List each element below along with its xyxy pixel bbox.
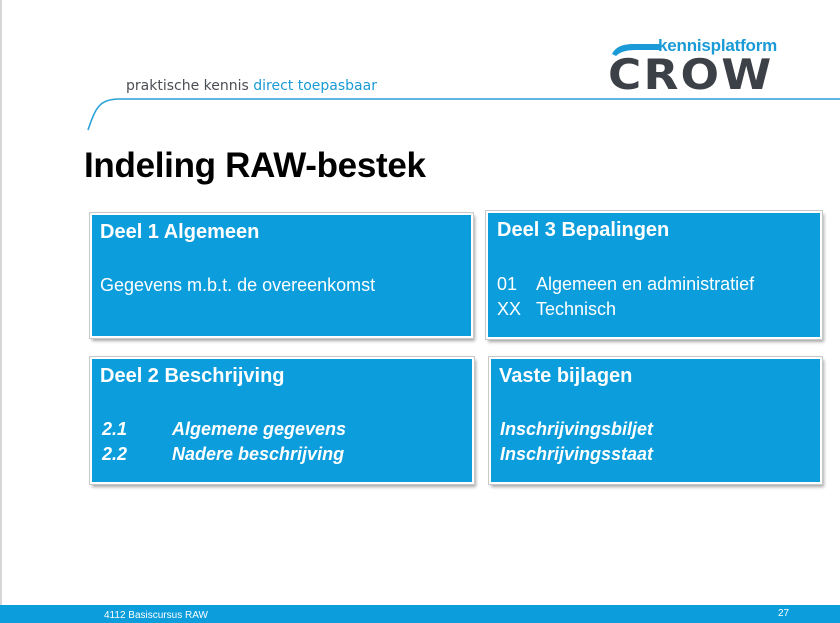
logo-crow: CROW (608, 50, 774, 99)
box-deel3 (486, 211, 822, 339)
box-vaste-line1: Inschrijvingsbiljet (500, 419, 654, 439)
logo-kennisplatform: kennisplatform (658, 36, 778, 55)
footer-bar (0, 605, 840, 623)
crow-logo (608, 36, 808, 99)
footer-course: 4112 Basiscursus RAW (104, 610, 208, 621)
box-deel1-line: Gegevens m.b.t. de overeenkomst (100, 275, 376, 295)
box-vaste-line2: Inschrijvingsstaat (500, 444, 654, 464)
box-vaste-bijlagen (489, 357, 822, 484)
row-text: Technisch (536, 299, 617, 319)
box-deel2 (90, 357, 474, 484)
box-deel2-heading: Deel 2 Beschrijving (100, 365, 285, 387)
row-text: Algemeen en administratief (536, 274, 755, 294)
box-vaste-heading: Vaste bijlagen (499, 365, 633, 387)
row-number: 2.2 (102, 444, 128, 464)
box-deel1-heading: Deel 1 Algemeen (100, 221, 260, 243)
box-deel3-row (497, 274, 754, 295)
row-number: 2.1 (102, 419, 128, 439)
box-deel3-row (497, 299, 616, 320)
row-text: Nadere beschrijving (172, 444, 345, 464)
box-deel2-row (102, 419, 346, 440)
row-text: Algemene gegevens (172, 419, 347, 439)
tagline-part1: praktische kennis (126, 78, 249, 94)
row-number: 01 (497, 274, 518, 294)
footer-page-number: 27 (778, 608, 790, 619)
box-deel2-row (102, 444, 344, 465)
slide-title: Indeling RAW-bestek (84, 146, 426, 185)
box-deel3-heading: Deel 3 Bepalingen (497, 219, 670, 241)
row-number: XX (497, 299, 522, 319)
tagline-part2: direct toepasbaar (253, 78, 377, 94)
box-deel1 (90, 213, 473, 338)
